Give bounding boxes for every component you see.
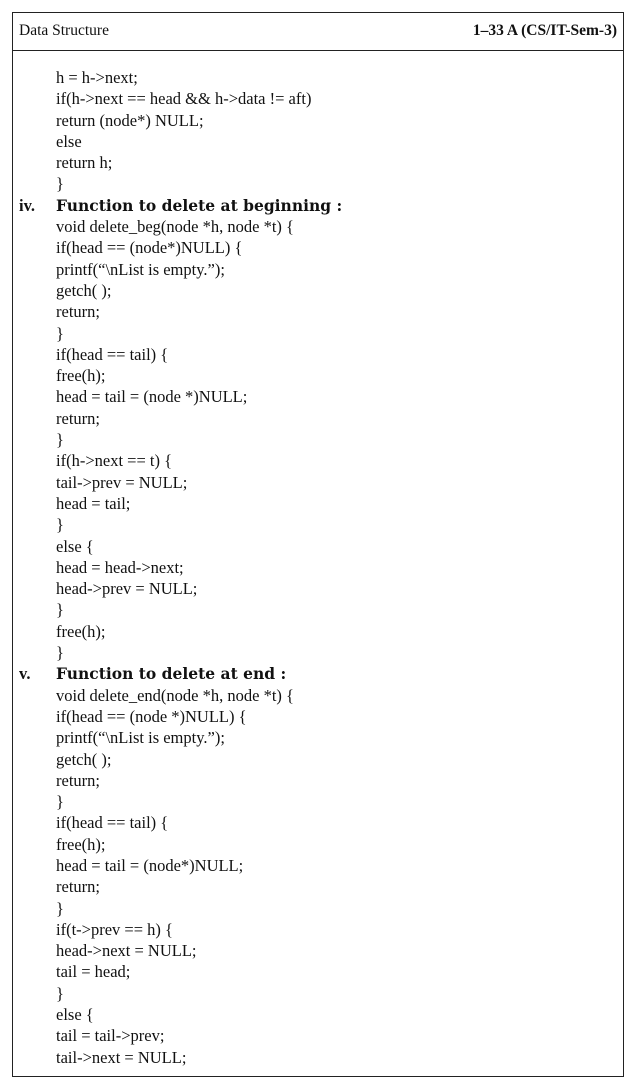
code-line	[19, 557, 617, 578]
code-line	[19, 259, 617, 280]
code-line	[19, 408, 617, 429]
code-line	[19, 323, 617, 344]
code-line	[19, 365, 617, 386]
code-text: void delete_beg(node *h, node *t) {	[56, 217, 294, 237]
code-text: return;	[56, 408, 100, 428]
code-text: return h;	[56, 153, 113, 173]
code-line	[19, 1025, 617, 1046]
code-text: else {	[56, 536, 94, 556]
code-line	[19, 450, 617, 471]
code-line	[19, 280, 617, 301]
section-heading-text: Function to delete at end :	[56, 664, 287, 684]
code-text: return (node*) NULL;	[56, 110, 204, 130]
code-line	[19, 876, 617, 897]
code-line	[19, 536, 617, 557]
code-text: else {	[56, 1005, 94, 1025]
section-heading	[19, 195, 617, 216]
code-line	[19, 599, 617, 620]
code-text: free(h);	[56, 366, 106, 386]
code-line	[19, 173, 617, 194]
code-text: else	[56, 131, 82, 151]
code-text: printf(“\nList is empty.”);	[56, 728, 225, 748]
section-heading-text: Function to delete at beginning :	[56, 195, 343, 215]
code-text: }	[56, 983, 64, 1003]
code-line	[19, 642, 617, 663]
code-line	[19, 67, 617, 88]
code-line	[19, 131, 617, 152]
code-line	[19, 919, 617, 940]
code-line	[19, 727, 617, 748]
page-number: 1–33 A (CS/IT-Sem-3)	[472, 22, 617, 39]
section-marker: v.	[19, 664, 31, 684]
code-text: free(h);	[56, 621, 106, 641]
code-line	[19, 983, 617, 1004]
code-text: if(head == tail) {	[56, 813, 169, 833]
section-marker: iv.	[19, 195, 36, 215]
code-text: }	[56, 323, 64, 343]
code-text: if(head == (node *)NULL) {	[56, 706, 247, 726]
code-text: }	[56, 600, 64, 620]
page-header	[13, 13, 623, 51]
code-text: if(t->prev == h) {	[56, 919, 173, 939]
code-line	[19, 429, 617, 450]
code-text: }	[56, 643, 64, 663]
code-text: if(h->next == t) {	[56, 451, 173, 471]
code-line	[19, 344, 617, 365]
code-line	[19, 706, 617, 727]
code-line	[19, 110, 617, 131]
code-text: head->next = NULL;	[56, 941, 197, 961]
code-text: free(h);	[56, 834, 106, 854]
code-line	[19, 834, 617, 855]
code-line	[19, 940, 617, 961]
code-line	[19, 749, 617, 770]
code-line	[19, 472, 617, 493]
code-text: h = h->next;	[56, 68, 138, 87]
code-line	[19, 961, 617, 982]
page-frame	[12, 12, 624, 1077]
code-text: }	[56, 430, 64, 450]
code-text: head = tail;	[56, 493, 131, 513]
code-text: getch( );	[56, 280, 112, 300]
code-line	[19, 386, 617, 407]
book-title: Data Structure	[19, 22, 109, 39]
code-text: return;	[56, 877, 100, 897]
code-text: return;	[56, 302, 100, 322]
code-line	[19, 898, 617, 919]
code-text: }	[56, 898, 64, 918]
code-text: if(head == (node*)NULL) {	[56, 238, 243, 258]
section-heading	[19, 663, 617, 684]
code-text: tail = head;	[56, 962, 131, 982]
code-text: head = tail = (node*)NULL;	[56, 855, 244, 875]
code-line	[19, 855, 617, 876]
code-text: void delete_end(node *h, node *t) {	[56, 685, 294, 705]
code-text: }	[56, 515, 64, 535]
code-line	[19, 88, 617, 109]
code-line	[19, 791, 617, 812]
code-listing	[19, 67, 617, 1068]
code-line	[19, 770, 617, 791]
code-line	[19, 237, 617, 258]
code-text: tail->next = NULL;	[56, 1047, 187, 1067]
code-text: }	[56, 174, 64, 194]
code-text: head = tail = (node *)NULL;	[56, 387, 248, 407]
code-line	[19, 1004, 617, 1025]
code-text: if(head == tail) {	[56, 344, 169, 364]
code-line	[19, 493, 617, 514]
code-text: head->prev = NULL;	[56, 579, 198, 599]
code-line	[19, 812, 617, 833]
code-text: }	[56, 792, 64, 812]
code-line	[19, 685, 617, 706]
code-text: return;	[56, 770, 100, 790]
code-line	[19, 1047, 617, 1068]
code-text: if(h->next == head && h->data != aft)	[56, 89, 312, 109]
code-text: printf(“\nList is empty.”);	[56, 259, 225, 279]
code-line	[19, 514, 617, 535]
code-text: getch( );	[56, 749, 112, 769]
code-text: head = head->next;	[56, 557, 184, 577]
code-text: tail->prev = NULL;	[56, 472, 188, 492]
code-line	[19, 578, 617, 599]
code-line	[19, 216, 617, 237]
code-line	[19, 301, 617, 322]
code-line	[19, 152, 617, 173]
code-line	[19, 621, 617, 642]
code-text: tail = tail->prev;	[56, 1026, 165, 1046]
